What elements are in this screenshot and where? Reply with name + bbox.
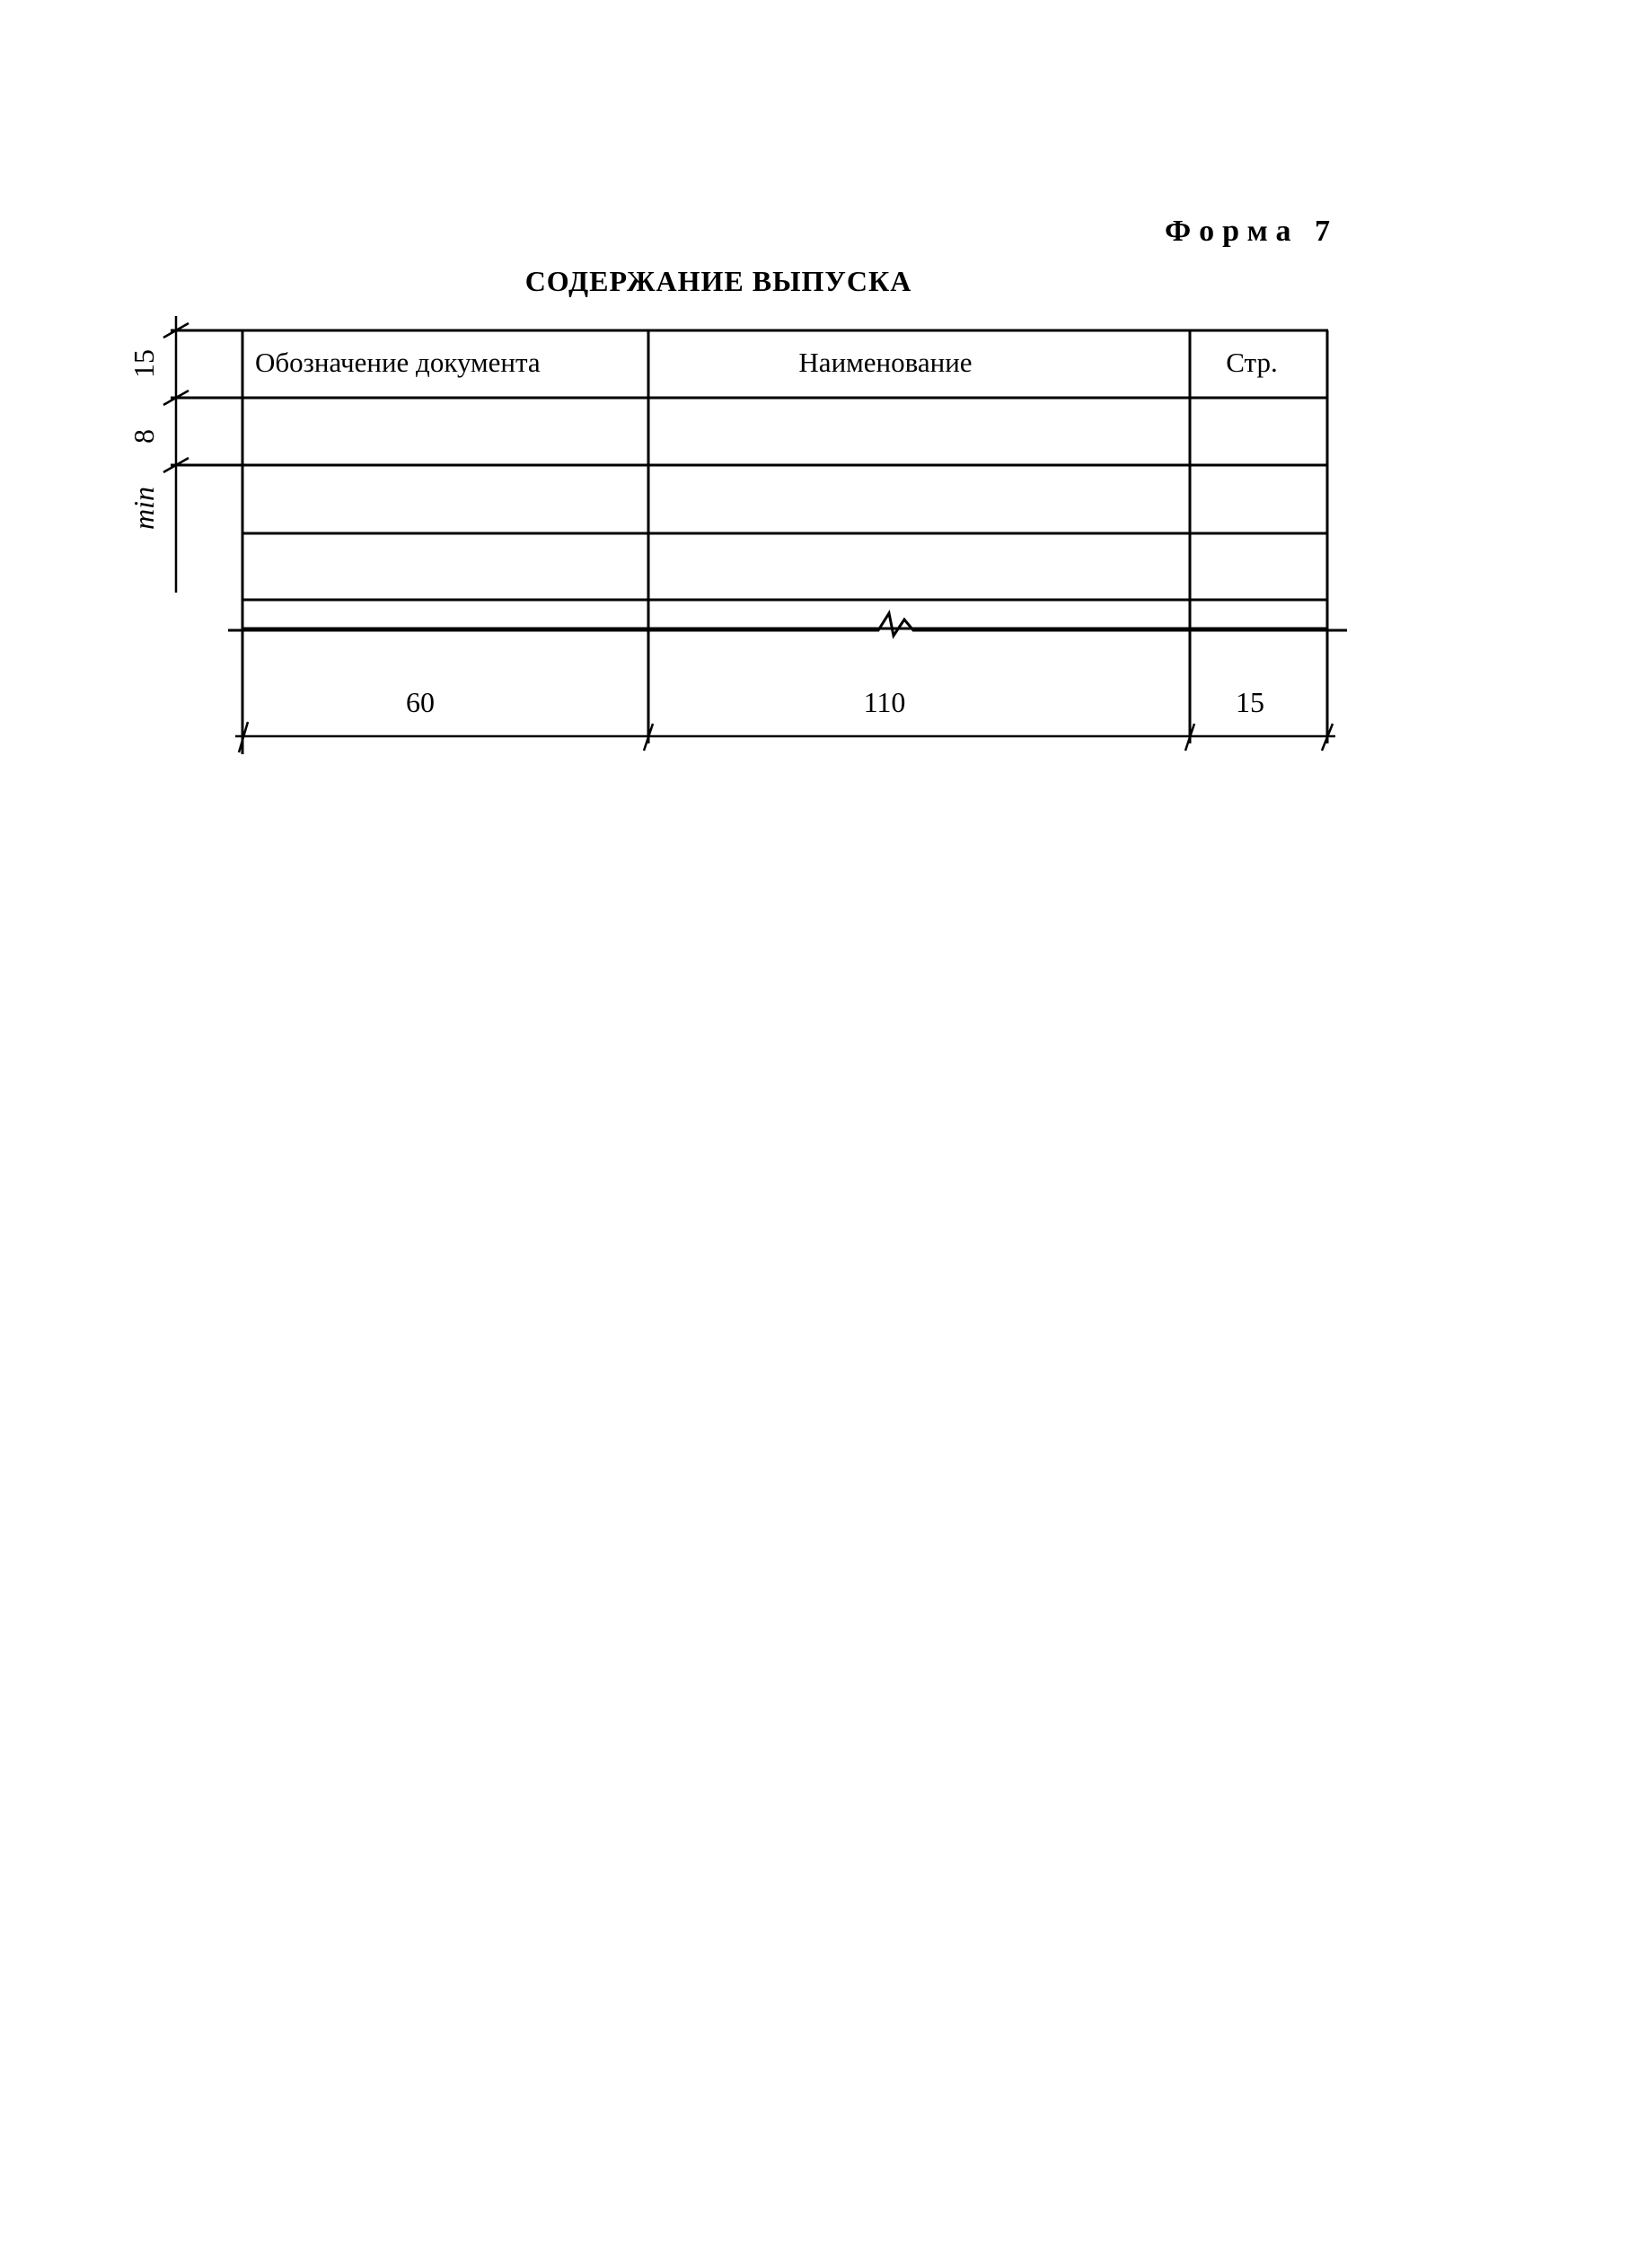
table-frame <box>171 330 1347 754</box>
horizontal-dimension <box>235 722 1335 752</box>
dimension-label-8: 8 <box>128 429 160 444</box>
dimension-label-15-left: 15 <box>128 349 160 378</box>
dimension-label-15-bottom: 15 <box>1236 686 1264 718</box>
vertical-dimension <box>163 316 242 593</box>
column-header-designation: Обозначение документа <box>255 347 541 378</box>
break-line <box>228 613 1347 636</box>
column-header-name: Наименование <box>798 347 973 378</box>
dimension-label-min: min <box>128 487 160 530</box>
document-title: СОДЕРЖАНИЕ ВЫПУСКА <box>524 265 912 297</box>
form-number-label: Форма 7 <box>1164 215 1338 248</box>
column-header-page: Стр. <box>1226 347 1278 378</box>
dimension-label-60: 60 <box>406 686 435 718</box>
dimension-label-110: 110 <box>863 686 906 718</box>
